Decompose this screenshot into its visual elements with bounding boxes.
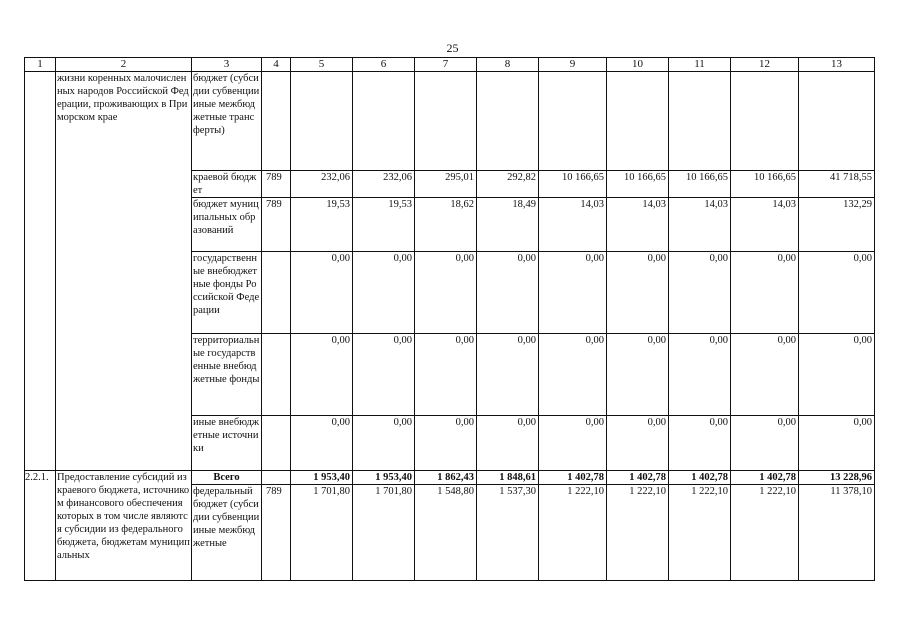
funding-source: государственные внебюджетные фонды Российской Федерации bbox=[192, 252, 262, 334]
table-row bbox=[25, 72, 875, 171]
value-cell: 11 378,10 bbox=[799, 485, 875, 581]
value-cell: 1 848,61 bbox=[477, 471, 539, 485]
value-cell: 10 166,65 bbox=[669, 171, 731, 198]
budget-code: 789 bbox=[262, 198, 291, 252]
header-cell: 2 bbox=[56, 58, 192, 72]
value-cell bbox=[291, 72, 353, 171]
header-row bbox=[25, 58, 875, 72]
value-cell: 10 166,65 bbox=[607, 171, 669, 198]
row-number bbox=[25, 72, 56, 471]
value-cell: 41 718,55 bbox=[799, 171, 875, 198]
value-cell: 1 953,40 bbox=[353, 471, 415, 485]
value-cell bbox=[731, 72, 799, 171]
value-cell: 14,03 bbox=[731, 198, 799, 252]
value-cell: 132,29 bbox=[799, 198, 875, 252]
value-cell: 0,00 bbox=[607, 416, 669, 471]
value-cell: 1 402,78 bbox=[669, 471, 731, 485]
value-cell: 19,53 bbox=[353, 198, 415, 252]
funding-source: бюджет (субсидии субвенции иные межбюджетные трансферты) bbox=[192, 72, 262, 171]
value-cell: 1 701,80 bbox=[291, 485, 353, 581]
budget-code bbox=[262, 72, 291, 171]
value-cell: 1 222,10 bbox=[539, 485, 607, 581]
row-description: жизни коренных малочисленных народов Российской Федерации, проживающих в Приморском крае bbox=[56, 72, 192, 471]
value-cell: 0,00 bbox=[477, 334, 539, 416]
header-cell: 1 bbox=[25, 58, 56, 72]
value-cell bbox=[607, 72, 669, 171]
value-cell: 10 166,65 bbox=[731, 171, 799, 198]
funding-source: федеральный бюджет (субсидии субвенции иные межбюджетные bbox=[192, 485, 262, 581]
value-cell: 0,00 bbox=[669, 252, 731, 334]
value-cell: 1 402,78 bbox=[539, 471, 607, 485]
value-cell: 18,49 bbox=[477, 198, 539, 252]
header-cell: 10 bbox=[607, 58, 669, 72]
value-cell: 0,00 bbox=[539, 334, 607, 416]
header-cell: 7 bbox=[415, 58, 477, 72]
value-cell: 0,00 bbox=[353, 334, 415, 416]
value-cell: 0,00 bbox=[291, 334, 353, 416]
budget-code: 789 bbox=[262, 485, 291, 581]
value-cell: 0,00 bbox=[669, 334, 731, 416]
value-cell: 0,00 bbox=[539, 416, 607, 471]
value-cell bbox=[799, 72, 875, 171]
value-cell: 0,00 bbox=[731, 334, 799, 416]
header-cell: 8 bbox=[477, 58, 539, 72]
value-cell: 0,00 bbox=[731, 252, 799, 334]
funding-source: бюджет муниципальных образований bbox=[192, 198, 262, 252]
value-cell: 0,00 bbox=[477, 252, 539, 334]
value-cell: 0,00 bbox=[799, 416, 875, 471]
value-cell: 0,00 bbox=[415, 252, 477, 334]
row-description: Предоставление субсидий из краевого бюджета, источником финансового обеспечения которых в том числе являются субсидии из федерального бюджета, бюджетам муниципальных bbox=[56, 471, 192, 581]
value-cell bbox=[669, 72, 731, 171]
value-cell: 232,06 bbox=[353, 171, 415, 198]
value-cell: 0,00 bbox=[477, 416, 539, 471]
value-cell: 1 402,78 bbox=[731, 471, 799, 485]
header-cell: 4 bbox=[262, 58, 291, 72]
value-cell: 14,03 bbox=[539, 198, 607, 252]
value-cell bbox=[353, 72, 415, 171]
value-cell bbox=[539, 72, 607, 171]
value-cell: 0,00 bbox=[607, 252, 669, 334]
value-cell: 0,00 bbox=[353, 416, 415, 471]
value-cell: 0,00 bbox=[291, 252, 353, 334]
value-cell: 1 222,10 bbox=[669, 485, 731, 581]
budget-table bbox=[24, 57, 875, 581]
value-cell: 1 953,40 bbox=[291, 471, 353, 485]
value-cell: 0,00 bbox=[353, 252, 415, 334]
value-cell: 1 548,80 bbox=[415, 485, 477, 581]
value-cell: 0,00 bbox=[669, 416, 731, 471]
budget-code bbox=[262, 252, 291, 334]
funding-source: иные внебюджетные источники bbox=[192, 416, 262, 471]
value-cell bbox=[477, 72, 539, 171]
header-cell: 9 bbox=[539, 58, 607, 72]
budget-code: 789 bbox=[262, 171, 291, 198]
page-number: 25 bbox=[446, 41, 459, 55]
value-cell: 292,82 bbox=[477, 171, 539, 198]
header-cell: 11 bbox=[669, 58, 731, 72]
value-cell: 19,53 bbox=[291, 198, 353, 252]
value-cell: 0,00 bbox=[799, 252, 875, 334]
value-cell: 1 537,30 bbox=[477, 485, 539, 581]
value-cell: 0,00 bbox=[415, 334, 477, 416]
value-cell: 1 862,43 bbox=[415, 471, 477, 485]
funding-source: территориальные государственные внебюджетные фонды bbox=[192, 334, 262, 416]
header-cell: 3 bbox=[192, 58, 262, 72]
value-cell: 1 701,80 bbox=[353, 485, 415, 581]
value-cell: 14,03 bbox=[607, 198, 669, 252]
header-cell: 5 bbox=[291, 58, 353, 72]
budget-code bbox=[262, 471, 291, 485]
header-cell: 6 bbox=[353, 58, 415, 72]
row-number: 2.2.1. bbox=[25, 471, 56, 581]
value-cell bbox=[415, 72, 477, 171]
header-cell: 12 bbox=[731, 58, 799, 72]
value-cell: 295,01 bbox=[415, 171, 477, 198]
value-cell: 0,00 bbox=[607, 334, 669, 416]
budget-code bbox=[262, 334, 291, 416]
value-cell: 232,06 bbox=[291, 171, 353, 198]
header-cell: 13 bbox=[799, 58, 875, 72]
value-cell: 0,00 bbox=[291, 416, 353, 471]
value-cell: 0,00 bbox=[799, 334, 875, 416]
value-cell: 13 228,96 bbox=[799, 471, 875, 485]
value-cell: 1 222,10 bbox=[607, 485, 669, 581]
value-cell: 10 166,65 bbox=[539, 171, 607, 198]
value-cell: 1 402,78 bbox=[607, 471, 669, 485]
budget-code bbox=[262, 416, 291, 471]
funding-source: Всего bbox=[192, 471, 262, 485]
value-cell: 18,62 bbox=[415, 198, 477, 252]
value-cell: 1 222,10 bbox=[731, 485, 799, 581]
value-cell: 0,00 bbox=[731, 416, 799, 471]
table-row bbox=[25, 471, 875, 485]
funding-source: краевой бюджет bbox=[192, 171, 262, 198]
value-cell: 0,00 bbox=[415, 416, 477, 471]
value-cell: 0,00 bbox=[539, 252, 607, 334]
value-cell: 14,03 bbox=[669, 198, 731, 252]
